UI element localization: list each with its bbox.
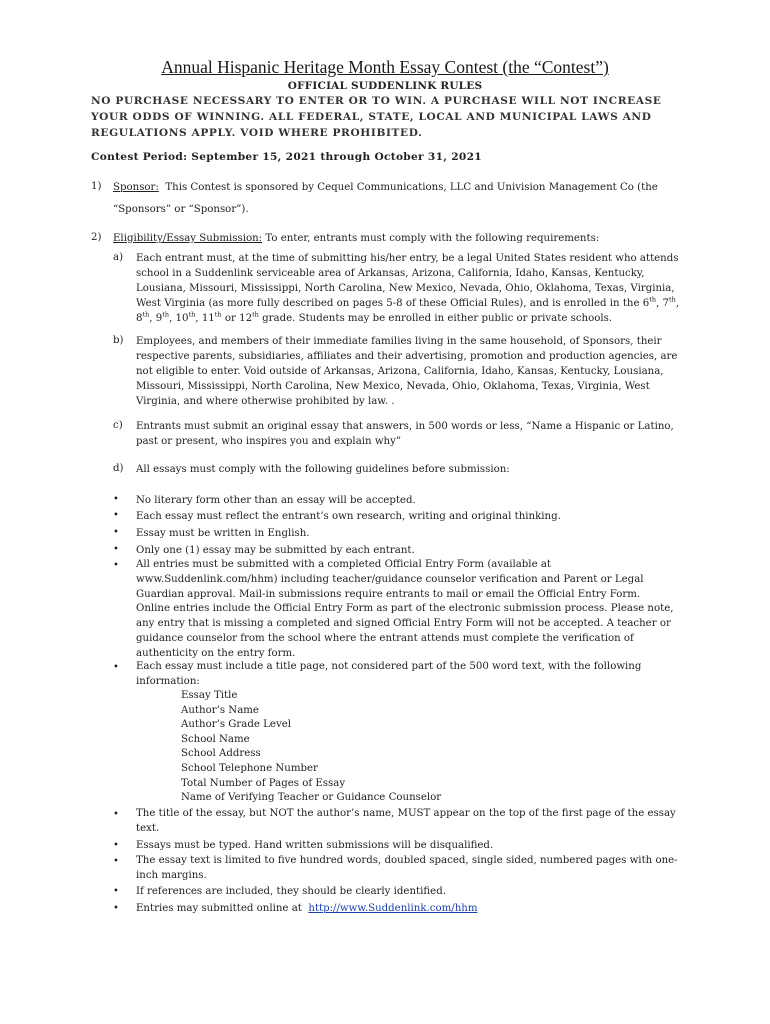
bullet-line: Online entries include the Official Entry Form as part of the electronic submission process. Please note,: [136, 603, 674, 615]
bullet-line: any entry that is missing a completed and signed Official Entry Form will not be accepted. A teacher or: [136, 618, 671, 630]
info-item: Author’s Grade Level: [181, 719, 291, 731]
legal-notice: NO PURCHASE NECESSARY TO ENTER OR TO WIN. A PURCHASE WILL NOT INCREASE YOUR ODDS OF WINNING. ALL FEDERAL, STATE, LOCAL AND MUNICIPAL LAWS AND REGULATIONS APPLY. VOID WHERE PROHIBITED.: [91, 95, 662, 139]
info-item: School Address: [181, 748, 261, 760]
bullet-icon: •: [113, 560, 119, 571]
section-1-number: 1): [91, 181, 102, 192]
bullet-line: guidance counselor from the school where the entrant attends must complete the verification of: [136, 632, 634, 644]
bullet-item: If references are included, they should be clearly identified.: [136, 886, 446, 897]
page-title: Annual Hispanic Heritage Month Essay Contest (the “Contest”): [161, 57, 609, 77]
bullet-line: Guardian approval. Mail-in submissions require entrants to mail or email the Official Entry Form.: [136, 588, 641, 600]
section-1-label: Sponsor:: [113, 182, 159, 193]
bullet-item-title-page: [136, 660, 696, 690]
bullet-line: The title of the essay, but NOT the author’s name, MUST appear on the top of the first page of the essay: [136, 808, 676, 819]
bullet-line: The essay text is limited to five hundred words, doubled spaced, single sided, numbered pages with one-: [136, 855, 678, 866]
bullet-line: All entries must be submitted with a completed Official Entry Form (available at: [136, 559, 552, 570]
item-b-line: Virginia, and where otherwise prohibited by law. .: [136, 396, 395, 407]
section-2-heading: [113, 231, 599, 246]
online-entry-text: Entries may submitted online at: [136, 903, 302, 914]
item-b-line: respective parents, subsidiaries, affiliates and their advertising, promotion and production agencies, are: [136, 351, 678, 362]
item-b-text: [136, 334, 696, 409]
item-a-letter: a): [113, 252, 124, 263]
info-item: Essay Title: [181, 690, 238, 701]
suddenlink-hhm-link[interactable]: http://www.Suddenlink.com/hhm: [308, 903, 478, 914]
info-item: Author’s Name: [181, 704, 259, 716]
bullet-icon: •: [113, 856, 119, 867]
item-c-line: Entrants must submit an original essay that answers, in 500 words or less, “Name a Hispanic or Latino,: [136, 421, 674, 432]
bullet-icon: •: [113, 527, 119, 538]
item-c-text: [136, 419, 696, 449]
info-item: School Telephone Number: [181, 762, 318, 774]
item-a-line: 8th, 9th, 10th, 11th or 12th grade. Students may be enrolled in either public or private schools.: [136, 310, 613, 324]
bullet-icon: •: [113, 494, 119, 505]
section-2-label: Eligibility/Essay Submission:: [113, 233, 263, 244]
section-1-line-1: [113, 180, 658, 195]
item-a-line: West Virginia (as more fully described on pages 5-8 of these Official Rules), and is enrolled in the 6th, 7th,: [136, 295, 680, 309]
item-a-text: [136, 251, 696, 326]
bullet-icon: •: [113, 510, 119, 521]
section-1-line-2: “Sponsors” or “Sponsor”).: [113, 204, 249, 215]
info-item: Total Number of Pages of Essay: [181, 777, 346, 789]
bullet-item-title-rule: [136, 807, 696, 837]
item-a-line: Lousiana, Missouri, Mississippi, North Carolina, New Mexico, Nevada, Ohio, Oklahoma, Texas, Virginia,: [136, 283, 675, 294]
bullet-line: information:: [136, 675, 200, 687]
bullet-icon: •: [113, 662, 119, 673]
section-2-number: 2): [91, 232, 102, 243]
bullet-item: Only one (1) essay may be submitted by each entrant.: [136, 545, 415, 556]
bullet-line: inch margins.: [136, 869, 207, 881]
item-b-letter: b): [113, 335, 124, 346]
bullet-item: Essays must be typed. Hand written submissions will be disqualified.: [136, 840, 494, 851]
bullet-item-entry-form: [136, 558, 696, 662]
bullet-line: www.Suddenlink.com/hhm) including teacher/guidance counselor verification and Parent or Legal: [136, 573, 644, 585]
bullet-item-online: [136, 901, 477, 916]
bullet-icon: •: [113, 809, 119, 820]
item-b-line: Employees, and members of their immediate families living in the same household, of Sponsors, their: [136, 336, 662, 347]
item-b-line: Missouri, Mississippi, North Carolina, New Mexico, Nevada, Ohio, Oklahoma, Texas, Virginia, West: [136, 381, 650, 392]
page-subtitle: OFFICIAL SUDDENLINK RULES: [287, 80, 483, 92]
item-b-line: not eligible to enter. Void outside of Arkansas, Arizona, California, Idaho, Kansas, Kentucky, Lousiana,: [136, 366, 664, 377]
bullet-icon: •: [113, 544, 119, 555]
info-item: School Name: [181, 733, 250, 745]
section-2-text: To enter, entrants must comply with the following requirements:: [265, 233, 600, 244]
item-a-line: school in a Suddenlink serviceable area of Arkansas, Arizona, California, Idaho, Kansas, Kentucky,: [136, 268, 645, 279]
section-1-text: This Contest is sponsored by Cequel Communications, LLC and Univision Management Co (the: [165, 182, 658, 193]
bullet-icon: •: [113, 903, 119, 914]
item-a-line: Each entrant must, at the time of submitting his/her entry, be a legal United States resident who attends: [136, 253, 679, 264]
title-page-info-list: [181, 689, 441, 806]
item-d-letter: d): [113, 463, 124, 474]
bullet-item: Essay must be written in English.: [136, 528, 310, 539]
item-c-line: past or present, who inspires you and explain why”: [136, 436, 402, 447]
bullet-item: Each essay must reflect the entrant’s own research, writing and original thinking.: [136, 511, 561, 522]
bullet-item-word-limit: [136, 854, 696, 884]
item-d-text: All essays must comply with the following guidelines before submission:: [136, 464, 510, 475]
bullet-line: authenticity on the entry form.: [136, 647, 296, 659]
info-item: Name of Verifying Teacher or Guidance Counselor: [181, 792, 442, 804]
bullet-item: No literary form other than an essay will be accepted.: [136, 495, 416, 506]
bullet-line: Each essay must include a title page, not considered part of the 500 word text, with the following: [136, 661, 642, 672]
bullet-line: text.: [136, 822, 160, 834]
bullet-icon: •: [113, 840, 119, 851]
item-c-letter: c): [113, 420, 123, 431]
bullet-icon: •: [113, 886, 119, 897]
contest-period: Contest Period: September 15, 2021 through October 31, 2021: [91, 151, 482, 163]
